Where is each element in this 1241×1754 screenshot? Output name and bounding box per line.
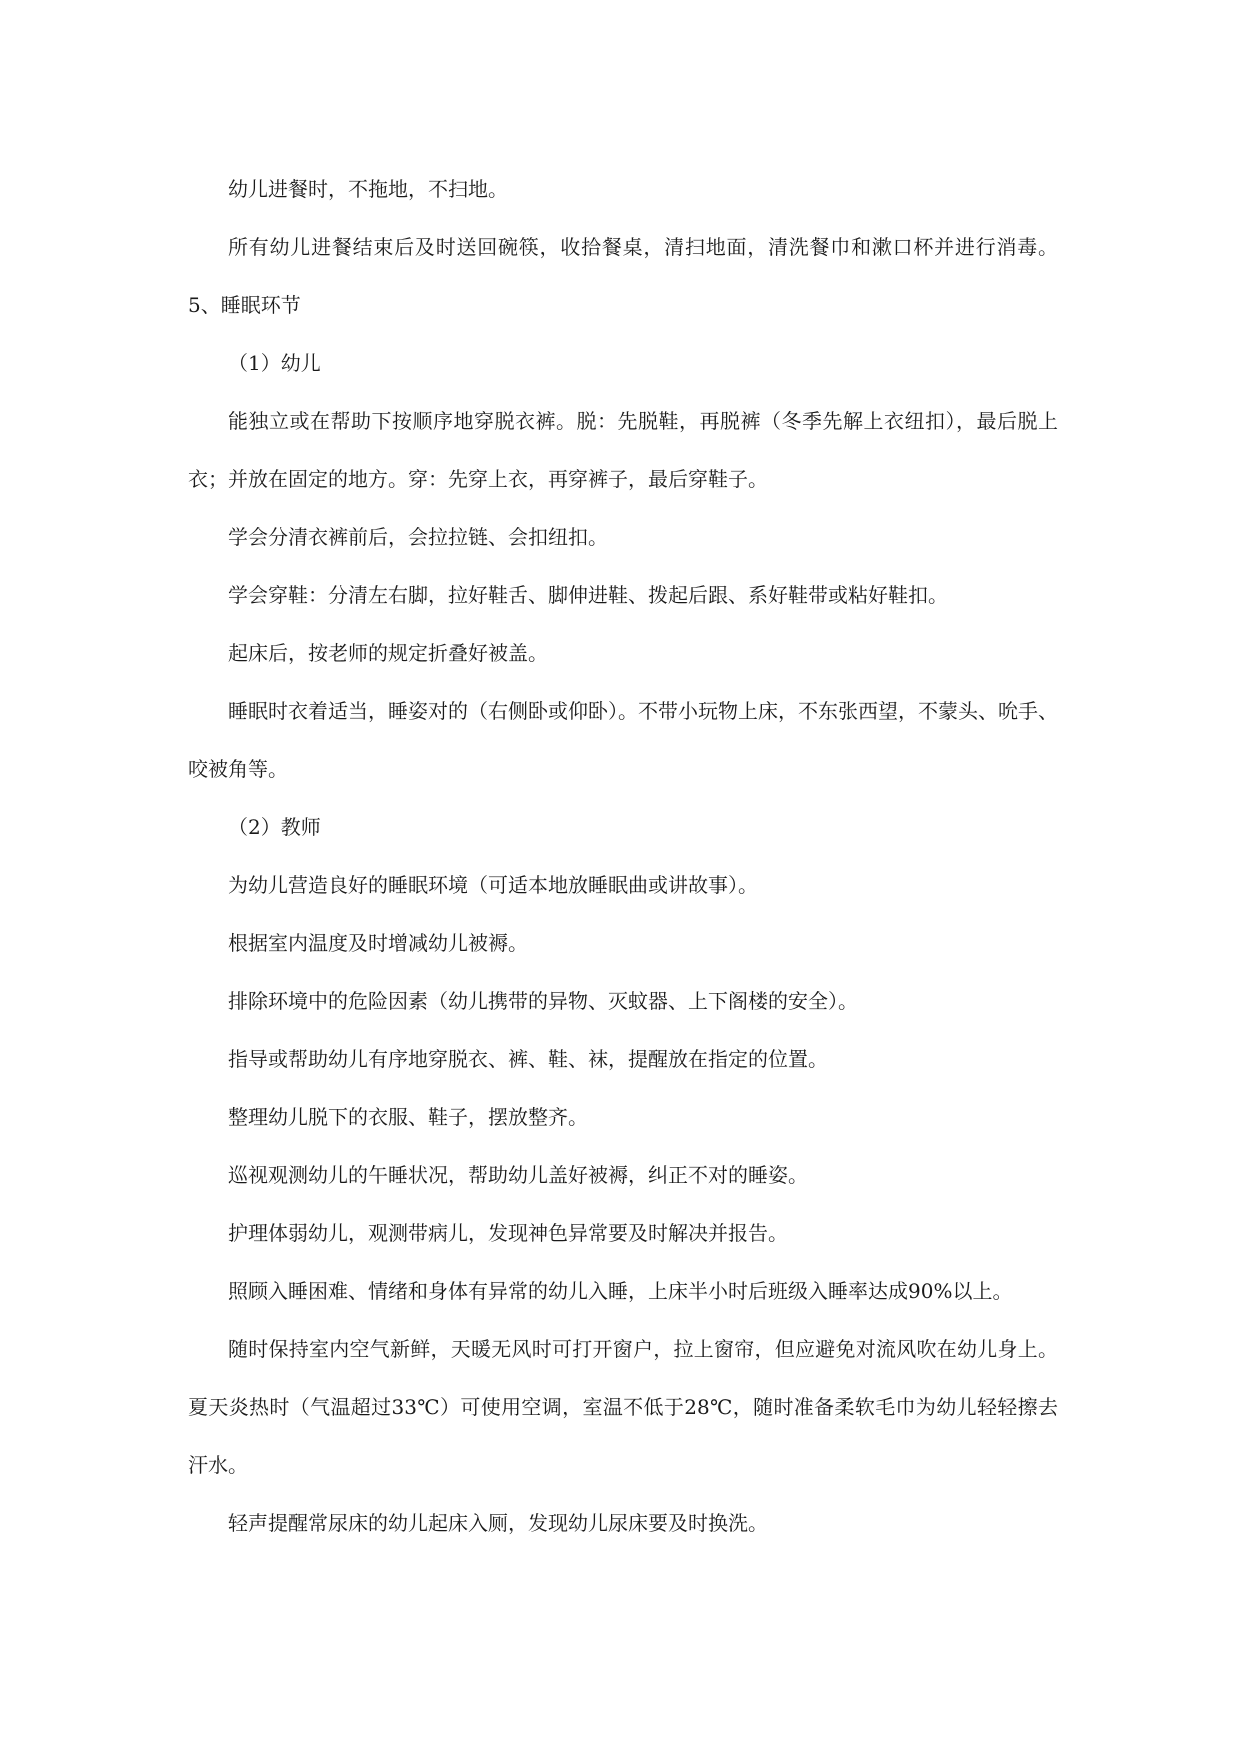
paragraph-dressing-order: 能独立或在帮助下按顺序地穿脱衣裤。脱：先脱鞋，再脱裤（冬季先解上衣纽扣），最后脱上衣；并放在固定的地方。穿：先穿上衣，再穿裤子，最后穿鞋子。 <box>188 409 1058 491</box>
heading-children: （1）幼儿 <box>228 351 321 375</box>
document-body <box>188 160 1058 1552</box>
paragraph-guide-dressing: 指导或帮助幼儿有序地穿脱衣、裤、鞋、袜，提醒放在指定的位置。 <box>228 1047 828 1071</box>
heading-teachers: （2）教师 <box>228 815 321 839</box>
paragraph-tidy-clothes: 整理幼儿脱下的衣服、鞋子，摆放整齐。 <box>228 1105 588 1129</box>
paragraph-patrol: 巡视观测幼儿的午睡状况，帮助幼儿盖好被褥，纠正不对的睡姿。 <box>228 1163 808 1187</box>
paragraph-sleep-posture: 睡眠时衣着适当，睡姿对的（右侧卧或仰卧）。不带小玩物上床，不东张西望，不蒙头、吮手、咬被角等。 <box>188 699 1058 781</box>
paragraph-bedding: 根据室内温度及时增减幼儿被褥。 <box>228 931 528 955</box>
paragraph-clothes-front-back: 学会分清衣裤前后，会拉拉链、会扣纽扣。 <box>228 525 608 549</box>
paragraph-sleep-environment: 为幼儿营造良好的睡眠环境（可适本地放睡眠曲或讲故事）。 <box>228 873 758 897</box>
paragraph-weak-children: 护理体弱幼儿，观测带病儿，发现神色异常要及时解决并报告。 <box>228 1221 788 1245</box>
paragraph-bedwetting: 轻声提醒常尿床的幼儿起床入厕，发现幼儿尿床要及时换洗。 <box>228 1511 768 1535</box>
paragraph-shoes: 学会穿鞋：分清左右脚，拉好鞋舌、脚伸进鞋、拨起后跟、系好鞋带或粘好鞋扣。 <box>228 583 948 607</box>
paragraph-fold-quilt: 起床后，按老师的规定折叠好被盖。 <box>228 641 548 665</box>
paragraph-hazards: 排除环境中的危险因素（幼儿携带的异物、灭蚊器、上下阁楼的安全）。 <box>228 989 858 1013</box>
paragraph-sleep-rate: 照顾入睡困难、情绪和身体有异常的幼儿入睡，上床半小时后班级入睡率达成90%以上。 <box>228 1279 1013 1303</box>
paragraph-meal-cleanup: 所有幼儿进餐结束后及时送回碗筷，收拾餐桌，清扫地面，清洗餐巾和漱口杯并进行消毒。5、睡眠环节 <box>188 235 1058 317</box>
paragraph-ventilation: 随时保持室内空气新鲜，天暖无风时可打开窗户，拉上窗帘，但应避免对流风吹在幼儿身上。夏天炎热时（气温超过33℃）可使用空调，室温不低于28℃，随时准备柔软毛巾为幼儿轻轻擦去汗水。 <box>188 1337 1058 1477</box>
paragraph-meal-no-sweeping: 幼儿进餐时，不拖地，不扫地。 <box>228 177 508 201</box>
